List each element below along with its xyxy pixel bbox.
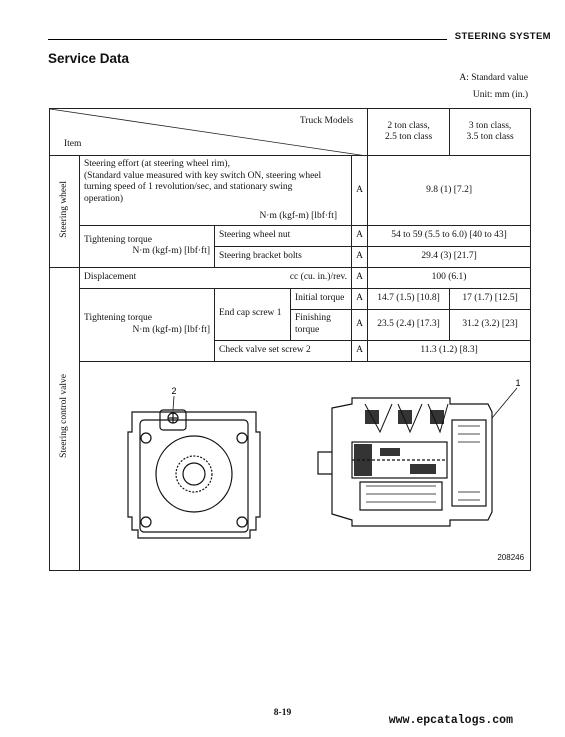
item-label: Item xyxy=(64,138,82,149)
table-row xyxy=(50,288,531,309)
end-cap-screw-shape xyxy=(452,420,486,506)
table-row xyxy=(50,361,531,570)
check-valve-screw-value: 11.3 (1.2) [8.3] xyxy=(368,340,531,361)
unit-note: Unit: mm (in.) xyxy=(472,90,528,100)
steering-effort-unit: N·m (kgf-m) [lbf·ft] xyxy=(259,211,337,221)
truck-models-label: Truck Models xyxy=(299,116,354,126)
steering-effort-value: 9.8 (1) [7.2] xyxy=(368,156,531,226)
initial-torque-value-2ton: 14.7 (1.5) [10.8] xyxy=(368,288,450,309)
tightening-torque-unit-2: N·m (kgf-m) [lbf·ft] xyxy=(132,324,210,335)
callout-2: 2 xyxy=(171,385,177,396)
finishing-torque-value-3ton: 31.2 (3.2) [23] xyxy=(450,309,531,340)
steering-effort-desc: Steering effort (at steering wheel rim), (Standard value measured with key switch ON, steering wheel turning speed of 1 revolution/sec, and stationary swing operation) xyxy=(84,159,322,204)
item-header-cell xyxy=(50,109,368,156)
valve-front-view-body xyxy=(128,412,260,538)
steering-bracket-bolts-value: 29.4 (3) [21.7] xyxy=(368,246,531,267)
col-3-ton-class: 3 ton class, 3.5 ton class xyxy=(450,109,531,156)
table-row xyxy=(50,225,531,246)
tightening-torque-cell-2 xyxy=(80,288,215,361)
valve-front-flange xyxy=(156,436,232,512)
check-valve-screw-label: Check valve set screw 2 xyxy=(215,340,352,361)
displacement-label: Displacement xyxy=(84,271,137,282)
steering-effort-cell xyxy=(80,156,352,226)
callout-1: 1 xyxy=(515,377,521,388)
page-title: Service Data xyxy=(48,51,130,66)
page-header xyxy=(48,30,551,44)
tightening-torque-label: Tightening torque xyxy=(84,234,152,245)
col-2-ton-class: 2 ton class, 2.5 ton class xyxy=(368,109,450,156)
steering-wheel-nut-value: 54 to 59 (5.5 to 6.0) [40 to 43] xyxy=(368,225,531,246)
diagram-cell xyxy=(80,361,531,570)
tightening-torque-unit: N·m (kgf-m) [lbf·ft] xyxy=(132,246,210,256)
initial-torque-label: Initial torque xyxy=(291,288,352,309)
steering-bracket-bolts-mark: A xyxy=(352,246,368,267)
group-steering-wheel-label: Steering wheel xyxy=(58,180,69,238)
check-valve-screw-mark: A xyxy=(352,340,368,361)
group-steering-control-valve xyxy=(50,267,80,570)
table-header-row xyxy=(50,109,531,156)
displacement-unit: cc (cu. in.)/rev. xyxy=(289,271,347,282)
initial-torque-value-3ton: 17 (1.7) [12.5] xyxy=(450,288,531,309)
service-data-table xyxy=(49,108,531,571)
steering-bracket-bolts-label: Steering bracket bolts xyxy=(215,246,352,267)
finishing-torque-value-2ton: 23.5 (2.4) [17.3] xyxy=(368,309,450,340)
group-steering-wheel xyxy=(50,156,80,268)
page-number: 8-19 xyxy=(273,708,292,718)
standard-value-note: A: Standard value xyxy=(459,73,528,83)
tightening-torque-cell xyxy=(80,225,215,267)
finishing-torque-label: Finishing torque xyxy=(291,309,352,340)
input-spline xyxy=(176,456,212,492)
displacement-value: 100 (6.1) xyxy=(368,267,531,288)
end-cap-section xyxy=(318,452,332,474)
figure-id: 208246 xyxy=(497,553,525,562)
end-cap-screw-label: End cap screw 1 xyxy=(215,288,291,340)
watermark: www.epcatalogs.com xyxy=(388,714,513,727)
group-steering-control-valve-label: Steering control valve xyxy=(58,374,69,459)
table-row xyxy=(50,156,531,226)
steering-wheel-nut-label: Steering wheel nut xyxy=(215,225,352,246)
displacement-cell xyxy=(80,267,352,288)
section-title: STEERING SYSTEM xyxy=(447,31,551,42)
steering-valve-illustration xyxy=(80,362,531,570)
finishing-torque-mark: A xyxy=(352,309,368,340)
tightening-torque-label-2: Tightening torque xyxy=(84,313,152,323)
initial-torque-mark: A xyxy=(352,288,368,309)
steering-wheel-nut-mark: A xyxy=(352,225,368,246)
table-row xyxy=(50,267,531,288)
displacement-mark: A xyxy=(352,267,368,288)
steering-effort-mark: A xyxy=(352,156,368,226)
